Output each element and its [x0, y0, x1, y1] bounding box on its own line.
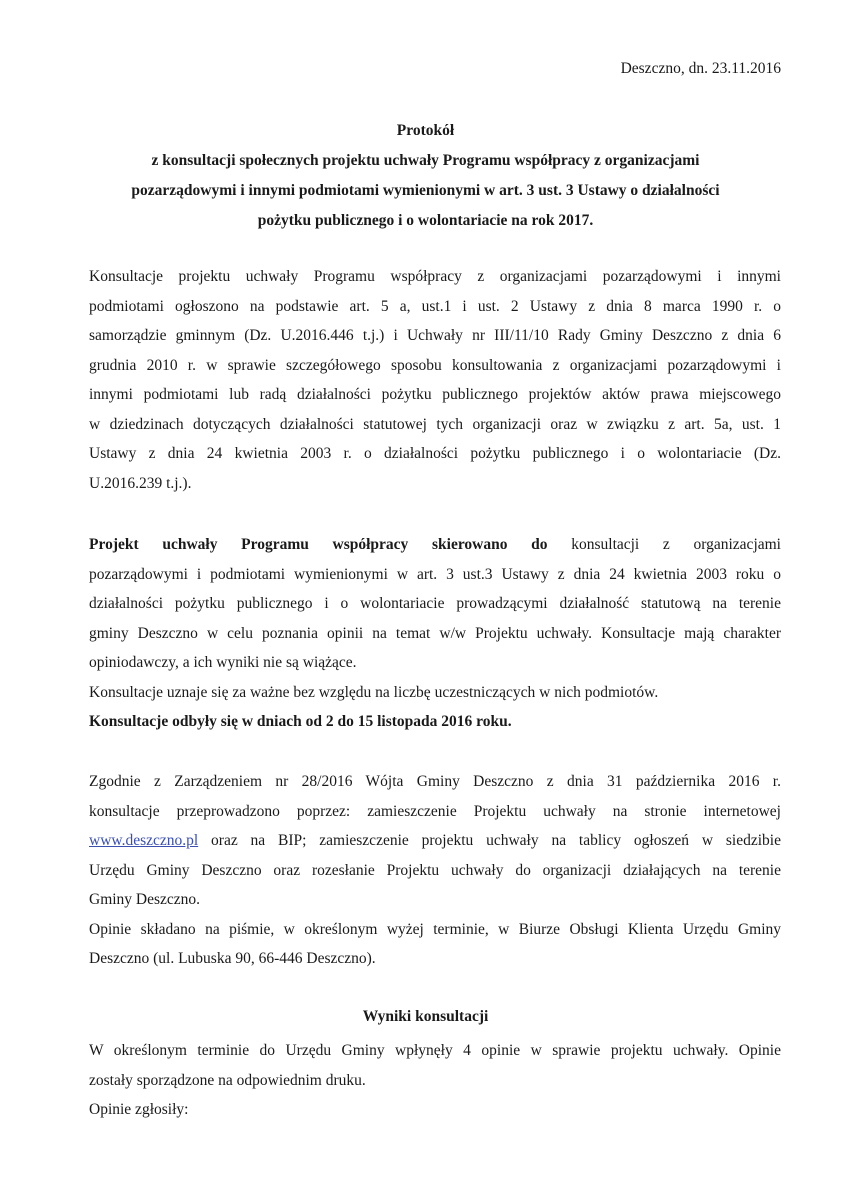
- text-line: [89, 826, 781, 856]
- text-line: zostały sporządzone na odpowiednim druku.: [89, 1071, 366, 1089]
- title-line: z konsultacji społecznych projektu uchwały Programu współpracy z organizacjami: [151, 152, 700, 169]
- paragraph-consultation-method: [89, 767, 781, 974]
- text-line: W określonym terminie do Urzędu Gminy wpłynęły 4 opinie w sprawie projektu uchwały. Opinie: [89, 1042, 781, 1059]
- text-line: grudnia 2010 r. w sprawie szczegółowego sposobu konsultowania z organizacjami pozarządowymi i: [89, 356, 781, 374]
- text-line: Deszczno (ul. Lubuska 90, 66-446 Deszczno).: [89, 950, 376, 967]
- text-line: Konsultacje uznaje się za ważne bez względu na liczbę uczestniczących w nich podmiotów.: [89, 683, 659, 701]
- text-line: innymi podmiotami lub radą działalności pożytku publicznego projektów aktów prawa miejscowego: [89, 386, 781, 403]
- text-line: Konsultacje projektu uchwały Programu współpracy z organizacjami pozarządowymi i innymi: [89, 268, 781, 285]
- title-line: Protokół: [396, 122, 455, 139]
- text-line: pozarządowymi i podmiotami wymienionymi w art. 3 ust.3 Ustawy z dnia 24 kwietnia 2003 roku o: [89, 565, 781, 583]
- text-line: działalności pożytku publicznego i o wolontariacie prowadzącymi działalność statutową na terenie: [89, 595, 781, 612]
- text-line: Zgodnie z Zarządzeniem nr 28/2016 Wójta Gminy Deszczno z dnia 31 października 2016 r.: [89, 773, 781, 790]
- text-fragment: oraz na BIP; zamieszczenie projektu uchwały na tablicy ogłoszeń w siedzibie: [198, 832, 781, 849]
- text-line: Opinie składano na piśmie, w określonym wyżej terminie, w Biurze Obsługi Klienta Urzędu Gminy: [89, 920, 781, 938]
- text-line: Gminy Deszczno.: [89, 891, 201, 908]
- text-line: Opinie zgłosiły:: [89, 1101, 189, 1118]
- text-line: opiniodawczy, a ich wyniki nie są wiążące.: [89, 654, 357, 671]
- text-line: konsultacje przeprowadzono poprzez: zamieszczenie Projektu uchwały na stronie internetowej: [89, 802, 781, 820]
- text-line: U.2016.239 t.j.).: [89, 474, 192, 492]
- title-line: pozarządowymi i innymi podmiotami wymienionymi w art. 3 ust. 3 Ustawy o działalności: [131, 182, 720, 199]
- text-line: podmiotami ogłoszono na podstawie art. 5 a, ust.1 i ust. 2 Ustawy z dnia 8 marca 1990 r. o: [89, 297, 781, 315]
- website-link[interactable]: www.deszczno.pl: [89, 832, 199, 849]
- text-fragment: konsultacji z organizacjami: [547, 536, 781, 553]
- text-line: samorządzie gminnym (Dz. U.2016.446 t.j.) i Uchwały nr III/11/10 Rady Gminy Deszczno z dnia 6: [89, 327, 781, 344]
- document-date: Deszczno, dn. 23.11.2016: [620, 60, 781, 77]
- paragraph-legal-basis: [89, 262, 781, 498]
- title-line: pożytku publicznego i o wolontariacie na rok 2017.: [257, 212, 594, 229]
- text-line: gminy Deszczno w celu poznania opinii na temat w/w Projektu uchwały. Konsultacje mają charakter: [89, 624, 781, 642]
- text-line: Urzędu Gminy Deszczno oraz rozesłanie Projektu uchwały do organizacji działających na terenie: [89, 861, 781, 879]
- paragraph-project-directed: [89, 530, 781, 737]
- bold-phrase: Projekt uchwały Programu współpracy skierowano do: [89, 536, 548, 553]
- text-line: [89, 530, 781, 560]
- document-title: [60, 116, 791, 236]
- results-heading: Wyniki konsultacji: [362, 1008, 489, 1025]
- consultation-dates: Konsultacje odbyły się w dniach od 2 do 15 listopada 2016 roku.: [89, 713, 512, 730]
- text-line: w dziedzinach dotyczących działalności statutowej tych organizacji oraz w związku z art. 5a, ust. 1: [89, 415, 781, 433]
- paragraph-results: [89, 1036, 781, 1125]
- text-line: Ustawy z dnia 24 kwietnia 2003 r. o działalności pożytku publicznego i o wolontariacie (Dz.: [89, 445, 781, 462]
